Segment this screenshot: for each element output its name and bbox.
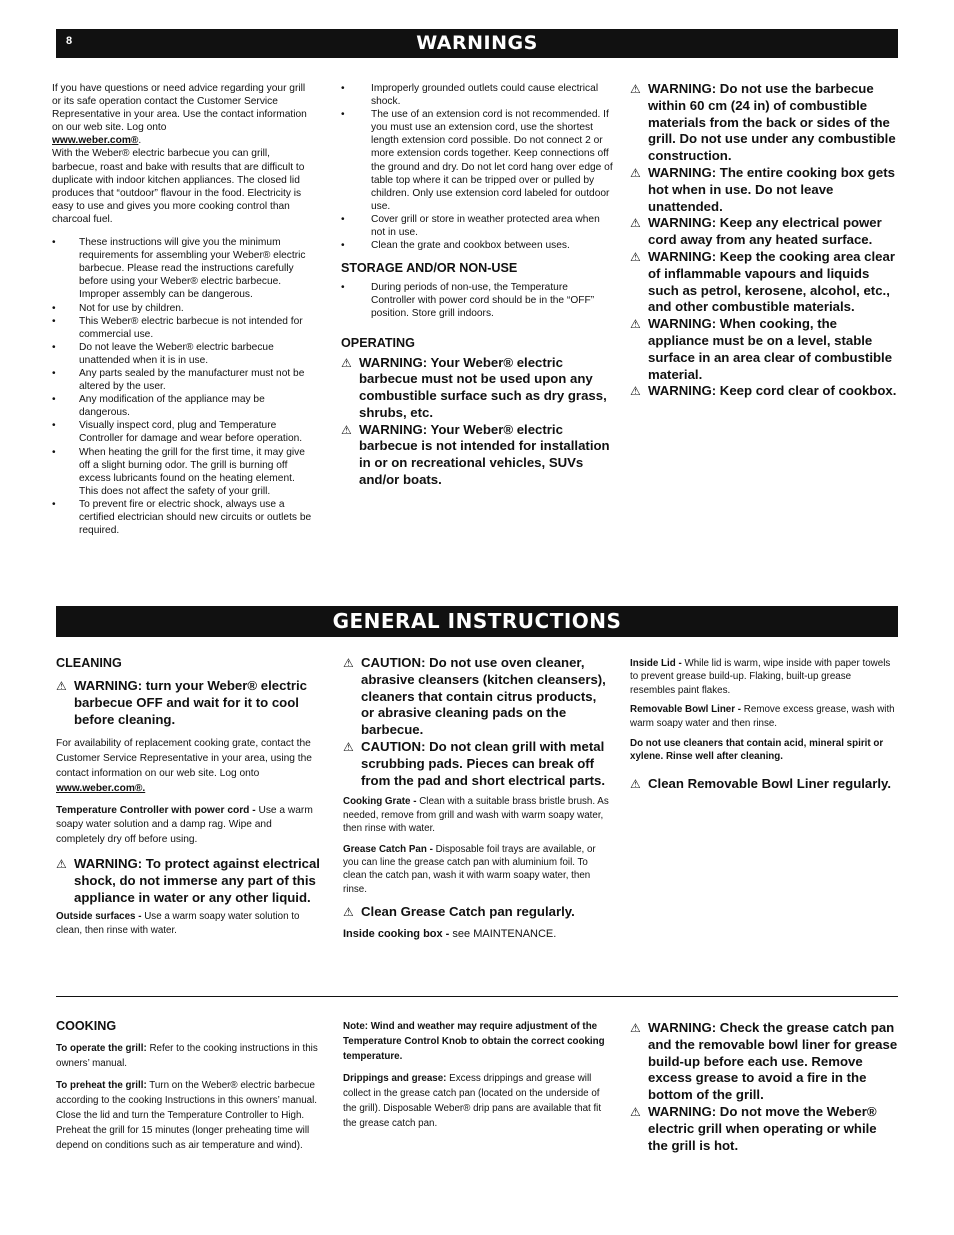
cleaning-heading: CLEANING: [56, 656, 122, 670]
catch-pan-text: Grease Catch Pan - Disposable foil trays are available, or you can line the grease catch pan with aluminium foil. To clean the catch pan, wash it with warm soapy water, then rinse.: [343, 843, 596, 895]
warning-bullet: • To prevent fire or electric shock, always use a certified electrician should new circuits or outlets be required.: [52, 498, 316, 537]
warning-triangle-icon: ⚠: [343, 656, 354, 670]
cleaning-warning: ⚠ WARNING: turn your Weber® electric barbecue OFF and wait for it to cool before cleaning.: [56, 678, 307, 727]
electrical-bullet: • Cover grill or store in weather protected area when not in use.: [341, 213, 613, 239]
general-title: GENERAL INSTRUCTIONS: [332, 609, 622, 633]
cooking-col-2: [343, 1019, 611, 1131]
warning-triangle-icon: ⚠: [630, 1021, 641, 1035]
operating-warnings: [341, 355, 613, 489]
safety-warning: ⚠ WARNING: Keep the cooking area clear of inflammable vapours and liquids such as petrol, kerosene, alcohol, etc., and other combustible materials.: [630, 248, 895, 315]
operating-heading: OPERATING: [341, 335, 415, 350]
warning-bullet: • These instructions will give you the minimum requirements for assembling your Weber® electric barbecue. Please read the instructions carefully before using your Weber® electric barbecue. Improper assembly can be dangerous.: [52, 236, 316, 301]
outside-surfaces-text: Outside surfaces - Use a warm soapy water solution to clean, then rinse with water.: [56, 911, 300, 936]
intro-text: If you have questions or need advice regarding your grill or its safe operation contact the Customer Service Representative in your area. Use the contact information on our web site. Log onto www.weber.com®. With the Weber® electric barbecue you can grill, barbecue, roast and bake with results that are difficult to duplicate with indoor kitchen appliances. The closed lid produces that “outdoor” flavour in the food. Electricity is easy to use and gives you more cooking control than charcoal fuel.: [52, 83, 307, 225]
bowl-liner-warning: ⚠ Clean Removable Bowl Liner regularly.: [630, 775, 892, 791]
warning-triangle-icon: ⚠: [341, 422, 352, 437]
warning-triangle-icon: ⚠: [630, 82, 641, 96]
safety-warning: ⚠ WARNING: The entire cooking box gets hot when in use. Do not leave unattended.: [630, 164, 895, 214]
warnings-title: WARNINGS: [416, 32, 538, 54]
cooking-col-1: [56, 1019, 322, 1153]
warning-triangle-icon: ⚠: [56, 679, 67, 693]
warning-triangle-icon: ⚠: [341, 355, 352, 370]
storage-heading: STORAGE AND/OR NON-USE: [341, 261, 518, 276]
storage-bullet-list: [341, 281, 613, 320]
safety-warning: ⚠ WARNING: Keep any electrical power cord away from any heated surface.: [630, 215, 882, 248]
safety-warning: ⚠ WARNING: When cooking, the appliance must be on a level, stable surface in an area clear of combustible material.: [630, 316, 893, 382]
replacement-grate-text: For availability of replacement cooking grate, contact the Customer Service Representative in your area, using the contact information on our web site. Log onto www.weber.com®.: [56, 738, 312, 794]
weber-link[interactable]: www.weber.com®: [52, 135, 139, 147]
warning-bullet: • This Weber® electric barbecue is not intended for commercial use.: [52, 315, 316, 341]
warnings-col-3: [630, 81, 898, 400]
cleaning-col-3: [630, 657, 898, 793]
cooking-grate-text: Cooking Grate - Clean with a suitable brass bristle brush. As needed, remove from grill and wash with warm soapy water, then rinse with water.: [343, 796, 609, 835]
drippings-text: Drippings and grease: Excess drippings and grease will collect in the grease catch pan (located on the underside of the grill). Disposable Weber® drip pans are available that fit the grease catch pan.: [343, 1073, 602, 1129]
electrical-bullet: • Clean the grate and cookbox between uses.: [341, 239, 613, 252]
warning-triangle-icon: ⚠: [630, 384, 641, 399]
warning-triangle-icon: ⚠: [630, 1104, 641, 1119]
warning-bullet: • Visually inspect cord, plug and Temperature Controller for damage and wear before operation.: [52, 419, 316, 445]
page-number: 8: [66, 35, 73, 47]
operating-warning: ⚠ WARNING: Your Weber® electric barbecue is not intended for installation in or on recreational vehicles, SUVs and/or boats.: [341, 421, 610, 488]
operating-warning: ⚠ WARNING: Your Weber® electric barbecue must not be used upon any combustible surface such as dry grass, shrubs, etc.: [341, 354, 607, 420]
warning-triangle-icon: ⚠: [343, 739, 354, 754]
warning-bullet: • Not for use by children.: [52, 302, 316, 315]
warning-bullet: • Any parts sealed by the manufacturer must not be altered by the user.: [52, 367, 316, 393]
preheat-grill-text: To preheat the grill: Turn on the Weber® electric barbecue according to the cooking Instructions in this owners’ manual. Close the lid and turn the Temperature Controller to High. Preheat the grill for 15 minutes (longer preheating time will depend on conditions such as air temperature and wind).: [56, 1080, 318, 1151]
catch-pan-warning: ⚠ Clean Grease Catch pan regularly.: [343, 904, 575, 920]
warnings-col-2: [341, 82, 613, 489]
bowl-liner-text: Removable Bowl Liner - Remove excess grease, wash with warm soapy water and then rinse.: [630, 704, 895, 729]
temp-controller-text: Temperature Controller with power cord - Use a warm soapy water solution and a damp rag. Wipe and completely dry off before using.: [56, 804, 313, 846]
warning-triangle-icon: ⚠: [630, 317, 641, 332]
cooking-heading: COOKING: [56, 1019, 117, 1033]
operate-grill-text: To operate the grill: Refer to the cooking instructions in this owners’ manual.: [56, 1043, 318, 1069]
safety-warning: ⚠ WARNING: Keep cord clear of cookbox.: [630, 383, 897, 399]
cleaning-col-1: [56, 656, 322, 937]
warning-triangle-icon: ⚠: [630, 776, 641, 791]
cooking-warning: ⚠ WARNING: Check the grease catch pan and the removable bowl liner for grease build-up before each use. Remove excess grease to avoid a fire in the bottom of the grill.: [630, 1020, 898, 1103]
caution-oven-cleaner: ⚠ CAUTION: Do not use oven cleaner, abrasive cleansers (kitchen cleansers), cleaners that contain citrus products, or abrasive cleaning pads on the barbecue.: [343, 655, 606, 738]
cleaning-col-2: [343, 655, 611, 942]
warning-bullet: • Do not leave the Weber® electric barbecue unattended when it is in use.: [52, 341, 316, 367]
shock-warning: ⚠ WARNING: To protect against electrical shock, do not immerse any part of this appliance in water or any other liquid.: [56, 855, 320, 905]
caution-metal-pads: ⚠ CAUTION: Do not clean grill with metal scrubbing pads. Pieces can break off from the pad and short electrical parts.: [343, 738, 606, 788]
no-cleaners-text: Do not use cleaners that contain acid, mineral spirit or xylene. Rinse well after cleaning.: [630, 738, 884, 763]
inside-lid-text: Inside Lid - While lid is warm, wipe inside with paper towels to prevent grease build-up. Flaking, built-up grease resembles paint flakes.: [630, 658, 891, 696]
warning-triangle-icon: ⚠: [630, 216, 641, 231]
cooking-col-3: [630, 1020, 898, 1154]
safety-warning: ⚠ WARNING: Do not use the barbecue within 60 cm (24 in) of combustible materials from the back or sides of the grill. Do not use under any combustible construction.: [630, 81, 896, 164]
section-divider: [56, 996, 898, 997]
warnings-bullet-list: [52, 236, 316, 537]
warning-triangle-icon: ⚠: [630, 249, 641, 264]
warning-triangle-icon: ⚠: [630, 165, 641, 180]
electrical-bullet: • Improperly grounded outlets could cause electrical shock.: [341, 82, 613, 108]
warning-bullet: • Any modification of the appliance may be dangerous.: [52, 393, 316, 419]
warnings-col-1: [52, 82, 316, 537]
inside-box-text: Inside cooking box - see MAINTENANCE.: [343, 928, 557, 941]
electrical-bullet: • The use of an extension cord is not recommended. If you must use an extension cord, use the shortest length extension cord possible. Do not connect 2 or more extension cords together. Keep connections off the ground and dry. Do not let cord hang over edge of table top where it can be tripped over or pulled by children. Only use extension cord labeled for outdoor use.: [341, 108, 613, 213]
storage-bullet: • During periods of non-use, the Temperature Controller with power cord should be in the “OFF” position. Store grill indoors.: [341, 281, 613, 320]
warning-triangle-icon: ⚠: [343, 905, 354, 920]
electrical-bullet-list: [341, 82, 613, 252]
weber-link-2[interactable]: www.weber.com®.: [56, 782, 146, 794]
wind-note: Note: Wind and weather may require adjustment of the Temperature Control Knob to obtain the correct cooking temperature.: [343, 1021, 605, 1062]
warning-triangle-icon: ⚠: [56, 856, 67, 871]
warnings-header-bar: [56, 29, 898, 58]
general-header-bar: [56, 606, 898, 637]
cooking-warning: ⚠ WARNING: Do not move the Weber® electric grill when operating or while the grill is hot.: [630, 1103, 877, 1153]
warning-bullet: • When heating the grill for the first time, it may give off a slight burning odor. The grill is burning off excess lubricants found on the heating element. This does not affect the safety of your grill.: [52, 446, 316, 498]
